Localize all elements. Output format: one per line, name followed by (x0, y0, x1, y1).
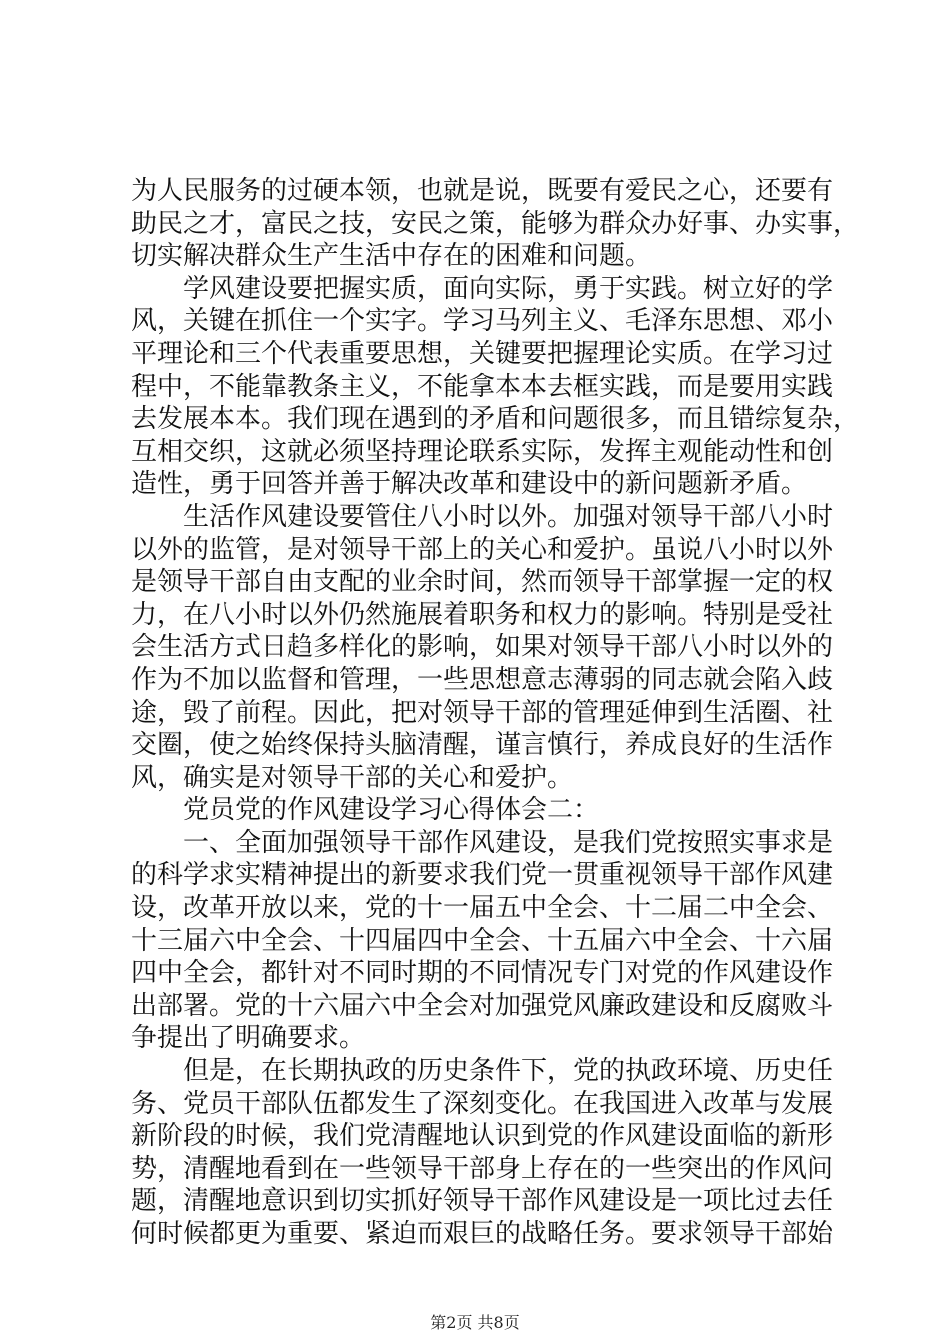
text-line: 一、全面加强领导干部作风建设，是我们党按照实事求是 (131, 827, 834, 858)
paragraph (131, 1055, 834, 1251)
text-line: 何时候都更为重要、紧迫而艰巨的战略任务。要求领导干部始 (131, 1219, 834, 1249)
text-line: 风，关键在抓住一个实字。学习马列主义、毛泽东思想、邓小 (131, 306, 834, 337)
paragraph (131, 273, 860, 501)
paragraph (131, 175, 860, 273)
text-line: 务、党员干部队伍都发生了深刻变化。在我国进入改革与发展 (131, 1088, 834, 1119)
text-line: 以外的监管，是对领导干部上的关心和爱护。虽说八小时以外 (131, 534, 834, 565)
paragraph (131, 501, 834, 794)
text-line: 力，在八小时以外仍然施展着职务和权力的影响。特别是受社 (131, 599, 834, 630)
text-line: 交圈，使之始终保持头脑清醒，谨言慎行，养成良好的生活作 (131, 730, 834, 761)
text-line: 造性，勇于回答并善于解决改革和建设中的新问题新矛盾。 (131, 469, 808, 500)
text-line: 题，清醒地意识到切实抓好领导干部作风建设是一项比过去任 (131, 1186, 834, 1217)
text-line: 四中全会，都针对不同时期的不同情况专门对党的作风建设作 (131, 958, 834, 989)
text-line: 是领导干部自由支配的业余时间，然而领导干部掌握一定的权 (131, 567, 834, 598)
paragraph (131, 827, 834, 1055)
text-line: 势，清醒地看到在一些领导干部身上存在的一些突出的作风问 (131, 1153, 834, 1184)
text-line: 互相交织，这就必须坚持理论联系实际，发挥主观能动性和创 (131, 436, 834, 467)
text-line: 新阶段的时候，我们党清醒地认识到党的作风建设面临的新形 (131, 1121, 834, 1152)
text-line: 出部署。党的十六届六中全会对加强党风廉政建设和反腐败斗 (131, 990, 834, 1021)
text-line: 助民之才，富民之技，安民之策，能够为群众办好事、办实事， (131, 208, 860, 239)
text-line: 但是，在长期执政的历史条件下，党的执政环境、历史任 (131, 1056, 834, 1087)
text-line: 学风建设要把握实质，面向实际，勇于实践。树立好的学 (131, 273, 834, 304)
document-body (131, 175, 860, 1251)
text-line: 作为不加以监督和管理，一些思想意志薄弱的同志就会陷入歧 (131, 664, 834, 695)
text-line: 切实解决群众生产生活中存在的困难和问题。 (131, 241, 652, 272)
text-line: 设，改革开放以来，党的十一届五中全会、十二届二中全会、 (131, 893, 834, 924)
page-number-footer: 第2页 共8页 (430, 1313, 520, 1332)
text-line: 党员党的作风建设学习心得体会二： (131, 795, 600, 826)
text-line: 为人民服务的过硬本领，也就是说，既要有爱民之心，还要有 (131, 176, 834, 206)
text-line: 的科学求实精神提出的新要求我们党一贯重视领导干部作风建 (131, 860, 834, 891)
text-line: 去发展本本。我们现在遇到的矛盾和问题很多，而且错综复杂， (131, 404, 860, 435)
text-line: 会生活方式日趋多样化的影响，如果对领导干部八小时以外的 (131, 632, 834, 663)
text-line: 程中，不能靠教条主义，不能拿本本去框实践，而是要用实践 (131, 371, 834, 402)
text-line: 风，确实是对领导干部的关心和爱护。 (131, 762, 574, 793)
text-line: 争提出了明确要求。 (131, 1023, 366, 1054)
text-line: 生活作风建设要管住八小时以外。加强对领导干部八小时 (131, 501, 834, 532)
text-line: 平理论和三个代表重要思想，关键要把握理论实质。在学习过 (131, 338, 834, 369)
text-line: 十三届六中全会、十四届四中全会、十五届六中全会、十六届 (131, 925, 834, 956)
text-line: 途，毁了前程。因此，把对领导干部的管理延伸到生活圈、社 (131, 697, 834, 728)
section-heading (131, 794, 831, 827)
